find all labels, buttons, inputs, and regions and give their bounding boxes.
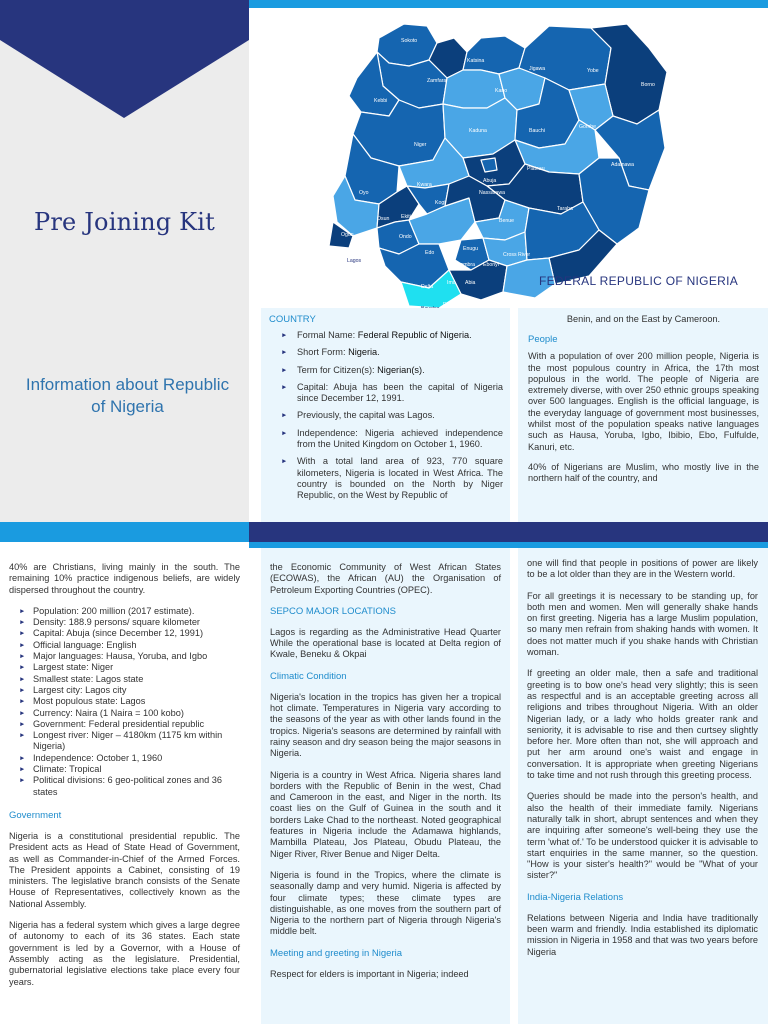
list-item: ► Currency: Naira (1 Naira = 100 kobo) (19, 708, 240, 719)
relations-heading: India-Nigeria Relations (527, 891, 624, 903)
map-label-enugu: Enugu (463, 246, 479, 252)
list-item: ► Capital: Abuja (since December 12, 1991) (19, 628, 240, 639)
people-continuation: Benin, and on the East by Cameroon. (566, 314, 721, 324)
column-facts (0, 548, 249, 1024)
greeting-heading: Meeting and greeting in Nigeria (270, 947, 403, 959)
climate-heading: Climatic Condition (270, 670, 347, 682)
relations-paragraph: Relations between Nigeria and India have traditionally been warm and friendly. India established its diplomatic mission in Nigeria in 1958 and that was two years before Nigeria (527, 912, 758, 957)
divider-band-dark (249, 522, 768, 542)
list-item: ► Previously, the capital was Lagos. (281, 410, 503, 421)
map-label-lagos: Lagos (347, 258, 362, 264)
facts-list (19, 606, 240, 798)
list-item: ► Longest river: Niger – 4180km (1175 km within Nigeria) (19, 730, 240, 753)
kit-title: Pre Joining Kit (33, 208, 216, 236)
locations-paragraph: Lagos is regarding as the Administrative Head Quarter While the operational base is located at Delta region of Kwale, Beneku & Okpai (270, 626, 501, 660)
country-caption: FEDERAL REPUBLIC OF NIGERIA (539, 274, 739, 288)
greeting-paragraph: For all greetings it is necessary to be standing up, for both men and women. Men will generally shake hands on first greeting. Nigeria has a large Muslim population, so many men refrain from shaking hands with women. It does not matter much if you shake hands with Christian woman. (527, 590, 758, 658)
list-item: ► Political divisions: 6 geo-political zones and 36 states (19, 775, 240, 798)
religion-paragraph: 40% are Christians, living mainly in the south. The remaining 10% practice indigenous beliefs, are widely dispersed throughout the country. (9, 562, 240, 595)
climate-paragraph: Nigeria is a country in West Africa. Nigeria shares land borders with the Republic of Benin in the west, Chad and Cameroon in the east, and Niger in the north. Its coast lies on the Gulf of Guinea in the south and it borders Lake Chad to the northeast. Noted geographical features in Nigeria include the Adamawa highlands, Mambilla Plateau, Jos Plateau, Obudu Plateau, the Niger River, River Benue and Niger Delta. (270, 769, 501, 859)
column-climate (261, 548, 510, 1024)
list-item: ► Smallest state: Lagos state (19, 674, 240, 685)
map-label-adamawa: Adamawa (611, 162, 635, 168)
list-item: ► With a total land area of 923, 770 square kilometers, Nigeria is located in West Africa. The country is bounded on the North by Niger Republic, on the West by Republic of (281, 456, 503, 501)
list-item: ► Formal Name: Federal Republic of Nigeria. (281, 330, 503, 341)
country-list (281, 330, 503, 508)
greeting-paragraph: Respect for elders is important in Nigeria; indeed (270, 968, 469, 979)
locations-heading: SEPCO MAJOR LOCATIONS (270, 605, 396, 617)
map-label-kwara: Kwara (417, 182, 432, 188)
people-panel (518, 308, 768, 522)
greeting-paragraph: Queries should be made into the person's health, and also the health of their immediate family. Nigerians naturally talk in short, abrupt sentences and when they are inquiring after someone's well-being they use the term 'what of.' To be understood quicker it is advisable to start enquiries in the same manner, so the question. "How is your sister's health?" would be "What of your sister?" (527, 791, 758, 881)
map-label-taraba: Taraba (557, 206, 573, 212)
list-item: ► Official language: English (19, 640, 240, 651)
info-subtitle: Information about Republic of Nigeria (25, 375, 230, 416)
list-item: ► Density: 188.9 persons/ square kilometer (19, 617, 240, 628)
map-label-katsina: Katsina (467, 58, 485, 64)
map-label-osun: Osun (377, 216, 390, 222)
map-label-gombe: Gombe (579, 124, 597, 130)
map-label-kebbi: Kebbi (374, 98, 388, 104)
organisations-paragraph: the Economic Community of West African States (ECOWAS), the African (AU) the Organisation of Petroleum Exporting Countries (OPEC). (270, 562, 501, 595)
map-label-niger: Niger (414, 142, 427, 148)
map-label-kaduna: Kaduna (469, 128, 487, 134)
map-label-ondo: Ondo (399, 234, 412, 240)
map-label-kogi: Kogi (435, 200, 446, 206)
list-item: ► Largest state: Niger (19, 662, 240, 673)
map-label-kano: Kano (495, 88, 508, 94)
map-label-yobe: Yobe (587, 68, 599, 74)
map-label-bauchi: Bauchi (529, 128, 545, 134)
map-label-rivers: Rivers (443, 302, 458, 308)
list-item: ► Independence: Nigeria achieved independence from the United Kingdom on October 1, 1960. (281, 428, 503, 451)
climate-paragraph: Nigeria is found in the Tropics, where the climate is seasonally damp and very humid. Nigeria is affected by four climate types; these climate types are distinguishable, as one moves from the southern part of Nigeria to the northern part of Nigeria through Nigeria's middle belt. (270, 869, 501, 937)
map-label-ekiti: Ekiti (401, 214, 411, 220)
map-label-abuja: Abuja (483, 178, 497, 184)
map-label-delta: Delta (421, 284, 434, 290)
map-label-jigawa: Jigawa (529, 66, 546, 72)
map-label-sokoto: Sokoto (401, 38, 418, 44)
list-item: ► Population: 200 million (2017 estimate). (19, 606, 240, 617)
government-heading: Government (9, 809, 62, 821)
people-heading: People (528, 334, 558, 346)
column-greetings (518, 548, 768, 1024)
list-item: ► Major languages: Hausa, Yoruba, and Igbo (19, 651, 240, 662)
map-label-cross-river: Cross River (503, 252, 531, 258)
cover-panel (0, 0, 249, 522)
map-label-ogun: Ogun (341, 232, 354, 238)
map-label-borno: Borno (641, 82, 655, 88)
map-label-ebonyi: Ebonyi (483, 262, 499, 268)
map-label-oyo: Oyo (359, 190, 369, 196)
list-item: ► Capital: Abuja has been the capital of Nigeria since December 12, 1991. (281, 382, 503, 405)
nigeria-map (249, 8, 768, 308)
map-panel (249, 0, 768, 308)
government-paragraph: Nigeria has a federal system which gives a large degree of autonomy to each of its 36 states. Each state government is led by a Governor, with a House of Assembly acting as the legislature. Presidential, gubernatorial legislative elections take place every four years. (9, 920, 240, 987)
government-paragraph: Nigeria is a constitutional presidential republic. The President acts as Head of State Head of Government, as well as Commander-in-Chief of the Armed Forces. The President appoints a Cabinet, consisting of 19 ministers. The legislative branch consists of the Senate House of Representatives, collectively known as the National Assembly. (9, 830, 240, 909)
map-label-edo: Edo (425, 250, 435, 256)
list-item: ► Most populous state: Lagos (19, 696, 240, 707)
map-label-benue: Benue (499, 218, 515, 224)
map-label-abia: Abia (465, 280, 476, 286)
map-label-akwa-ibom: Akwa Ibom (471, 302, 497, 308)
people-paragraph: 40% of Nigerians are Muslim, who mostly live in the northern half of the country, and (528, 461, 759, 484)
country-heading: COUNTRY (269, 314, 316, 325)
greeting-paragraph: one will find that people in positions of power are likely to be a lot older than they are in the Western world. (527, 558, 758, 580)
chevron-banner (0, 0, 249, 120)
list-item: ► Climate: Tropical (19, 764, 240, 775)
map-label-anambra: Anambra (454, 262, 476, 268)
country-panel (261, 308, 510, 522)
list-item: ► Independence: October 1, 1960 (19, 753, 240, 764)
list-item: ► Largest city: Lagos city (19, 685, 240, 696)
list-item: ► Term for Citizen(s): Nigerian(s). (281, 365, 503, 376)
map-label-imo: Imo (447, 280, 456, 286)
map-label-zamfara: Zamfara (427, 78, 447, 84)
list-item: ► Government: Federal presidential republic (19, 719, 240, 730)
list-item: ► Short Form: Nigeria. (281, 347, 503, 358)
greeting-paragraph: If greeting an older male, then a safe and traditional greeting is to bow one's head very slightly; this is seen as respectful and is an acceptable greeting across all religions and tribes throughout Nigeria. With an older Nigerian lady, or a lady who holds greater rank and seniority, it is advisable to rise and then curtsey slightly before her. More often than not, she will approach and put her arm around one's waist and engage in conversation. It is appropriate when greeting Nigerians to take time and not rush through this greeting process. (527, 668, 758, 781)
map-label-nassarawa: Nassarawa (479, 190, 505, 196)
people-paragraph: With a population of over 200 million people, Nigeria is the most populous country in Africa, the 17th most populous in the world. The people of Nigeria are extremely diverse, with over 250 ethnic groups speaking over 500 languages. English is the official language, is the everyday language of government most businesses, whilst most of the population speaks native languages such as Hausa, Yoruba, Igbo, Ibibio, Ebo, Fulfulde, Kanuri, etc. (528, 351, 759, 452)
climate-paragraph: Nigeria's location in the tropics has given her a tropical hot climate. Temperatures in Nigeria vary according to the seasons of the year as with other lands found in the tropics. Nigeria's seasons are determined by rainfall with rainy season and dry season being the major seasons in Nigeria. (270, 691, 501, 759)
map-label-plateau: Plateau (527, 166, 545, 172)
